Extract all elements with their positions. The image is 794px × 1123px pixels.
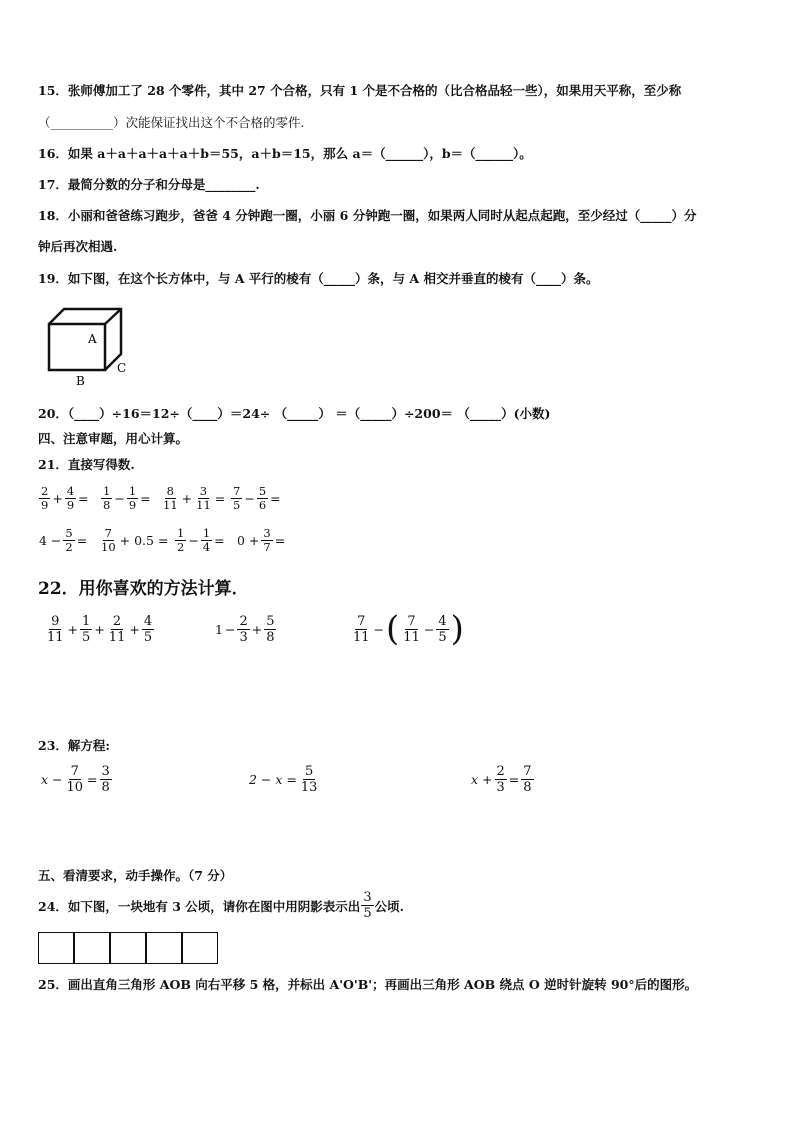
q21-expr-8: 0 + $\frac{3}{7}$ = (237, 526, 286, 554)
question-18-line2: 钟后再次相遇. (38, 239, 118, 254)
q21-expr-5: 4 − $\frac{5}{2}$ = (39, 526, 88, 554)
q21-expr-6: $\frac{7}{10}$ + 0.5 = (101, 526, 169, 554)
question-15-line1: 15．张师傅加工了 28 个零件，其中 27 个合格，只有 1 个是不合格的（比合格品轻一些），如果用天平称，至少称 (38, 83, 682, 98)
cuboid-figure (44, 306, 134, 388)
cuboid-label-c: C (117, 361, 127, 375)
land-grid-cell[interactable] (182, 932, 218, 964)
section-4-heading: 四、注意审题，用心计算。 (38, 431, 189, 446)
q23-eq-3: x + $\frac{2}{3}$ = $\frac{7}{8}$ (471, 764, 532, 795)
q21-expr-1: $\frac{2}{9}$ + $\frac{4}{9}$ = (41, 484, 89, 512)
question-16: 16．如果 a＋a＋a＋a＋a＋b＝55，a＋b＝15，那么 a＝（______），b＝（______）。 (38, 146, 532, 161)
question-23-title: 23．解方程: (38, 738, 111, 753)
right-paren: ) (450, 609, 464, 649)
land-grid-cell[interactable] (74, 932, 110, 964)
q23-eq-1: x − $\frac{7}{10}$ = $\frac{3}{8}$ (41, 764, 110, 795)
question-15-line2: （__________）次能保证找出这个不合格的零件. (38, 115, 305, 130)
cuboid-label-b: B (76, 374, 85, 388)
q21-expr-7: $\frac{1}{2}$ − $\frac{1}{4}$ = (177, 526, 225, 554)
question-24: 24．如下图，一块地有 3 公顷，请你在图中用阴影表示出 $\frac{3}{5}$ 公顷. (38, 890, 404, 921)
cuboid-label-a: A (88, 332, 97, 346)
question-17: 17．最简分数的分子和分母是________. (38, 177, 260, 192)
land-grid-cell[interactable] (110, 932, 146, 964)
question-21-title: 21．直接写得数. (38, 457, 135, 472)
q22-expr-3: $\frac{7}{11}$ − ( $\frac{7}{11}$ − $\frac{4}{5}$ ) (353, 609, 464, 649)
cuboid-edge-top-right (105, 309, 121, 324)
q21-expr-4: $\frac{7}{5}$ − $\frac{5}{6}$ = (233, 484, 281, 512)
q23-eq-2: 2 − x = $\frac{5}{13}$ (249, 764, 318, 795)
land-grid-cell[interactable] (146, 932, 182, 964)
section-5-heading: 五、看清要求，动手操作。（7 分） (38, 868, 233, 883)
q21-expr-3: $\frac{8}{11}$ + $\frac{3}{11}$ = (163, 484, 226, 512)
q22-expr-2: 1 − $\frac{2}{3}$ + $\frac{5}{8}$ (215, 614, 275, 645)
q21-expr-2: $\frac{1}{8}$ − $\frac{1}{9}$ = (103, 484, 151, 512)
question-20: 20．（____）÷16＝12÷（____）＝24÷ （_____） ＝（_____）÷200＝ （_____）(小数) (38, 406, 551, 421)
q22-expr-1: $\frac{9}{11}$ + $\frac{1}{5}$ + $\frac{2}{11}$ + $\frac{4}{5}$ (47, 614, 153, 645)
question-25: 25．画出直角三角形 AOB 向右平移 5 格，并标出 A'O'B'；再画出三角形 AOB 绕点 O 逆时针旋转 90°后的图形。 (38, 977, 698, 992)
cuboid-front-face (49, 324, 105, 370)
land-grid-cell[interactable] (38, 932, 74, 964)
question-18-line1: 18．小丽和爸爸练习跑步，爸爸 4 分钟跑一圈，小丽 6 分钟跑一圈，如果两人同时从起点起跑，至少经过（_____）分 (38, 208, 697, 223)
question-19: 19．如下图，在这个长方体中，与 A 平行的棱有（_____）条，与 A 相交并垂直的棱有（____）条。 (38, 271, 599, 286)
left-paren: ( (386, 609, 400, 649)
question-22-title: 22．用你喜欢的方法计算． (38, 579, 249, 599)
